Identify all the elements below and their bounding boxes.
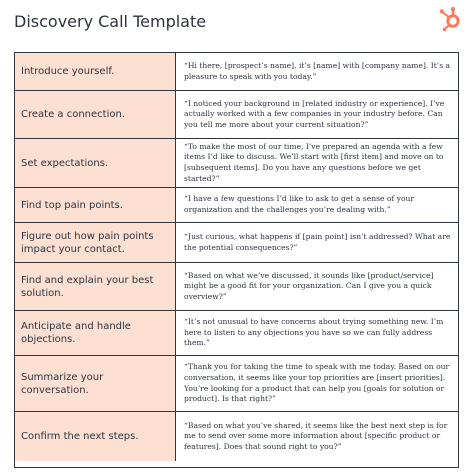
step-cell: Set expectations.: [15, 139, 176, 188]
step-cell: Introduce yourself.: [15, 53, 176, 91]
script-cell: “Based on what we’ve discussed, it sounds like [product/service] might be a good fit for your organization. Can I give you a quick overview?”: [176, 263, 458, 311]
script-cell: “I have a few questions I’d like to ask to get a sense of your organization and the challenges you’re dealing with.”: [176, 188, 458, 223]
hubspot-logo-icon: [438, 6, 464, 32]
page-title: Discovery Call Template: [14, 12, 207, 31]
step-cell: Summarize your conversation.: [15, 356, 176, 412]
script-cell: “Thank you for taking the time to speak with me today. Based on our conversation, it seems like your top priorities are [insert priorities]. You’re looking for a product that can help you [goals for solution or product]. Is that right?”: [176, 356, 458, 412]
step-cell: Anticipate and handle objections.: [15, 311, 176, 356]
step-cell: Figure out how pain points impact your contact.: [15, 223, 176, 263]
step-cell: Find top pain points.: [15, 188, 176, 223]
script-cell: “To make the most of our time, I’ve prepared an agenda with a few items I’d like to discuss. We’ll start with [first item] and move on to [subsequent items]. Do you have any questions before we get started?”: [176, 139, 458, 188]
step-cell: Confirm the next steps.: [15, 412, 176, 461]
script-cell: “It’s not unusual to have concerns about trying something new. I’m here to listen to any objections you have so we can fully address them.”: [176, 311, 458, 356]
script-cell: “Just curious, what happens if [pain point] isn’t addressed? What are the potential consequences?”: [176, 223, 458, 263]
script-cell: “I noticed your background in [related industry or experience]. I’ve actually worked with a few companies in your industry before. Can you tell me more about your current situation?”: [176, 91, 458, 139]
script-cell: “Hi there, [prospect’s name], it’s [name] with [company name]. It’s a pleasure to speak with you today.”: [176, 53, 458, 91]
step-cell: Find and explain your best solution.: [15, 263, 176, 311]
step-cell: Create a connection.: [15, 91, 176, 139]
script-cell: “Based on what you’ve shared, it seems like the best next step is for me to send over some more information about [specific product or features]. Does that sound right to you?”: [184, 420, 448, 451]
discovery-call-table: [14, 52, 459, 468]
